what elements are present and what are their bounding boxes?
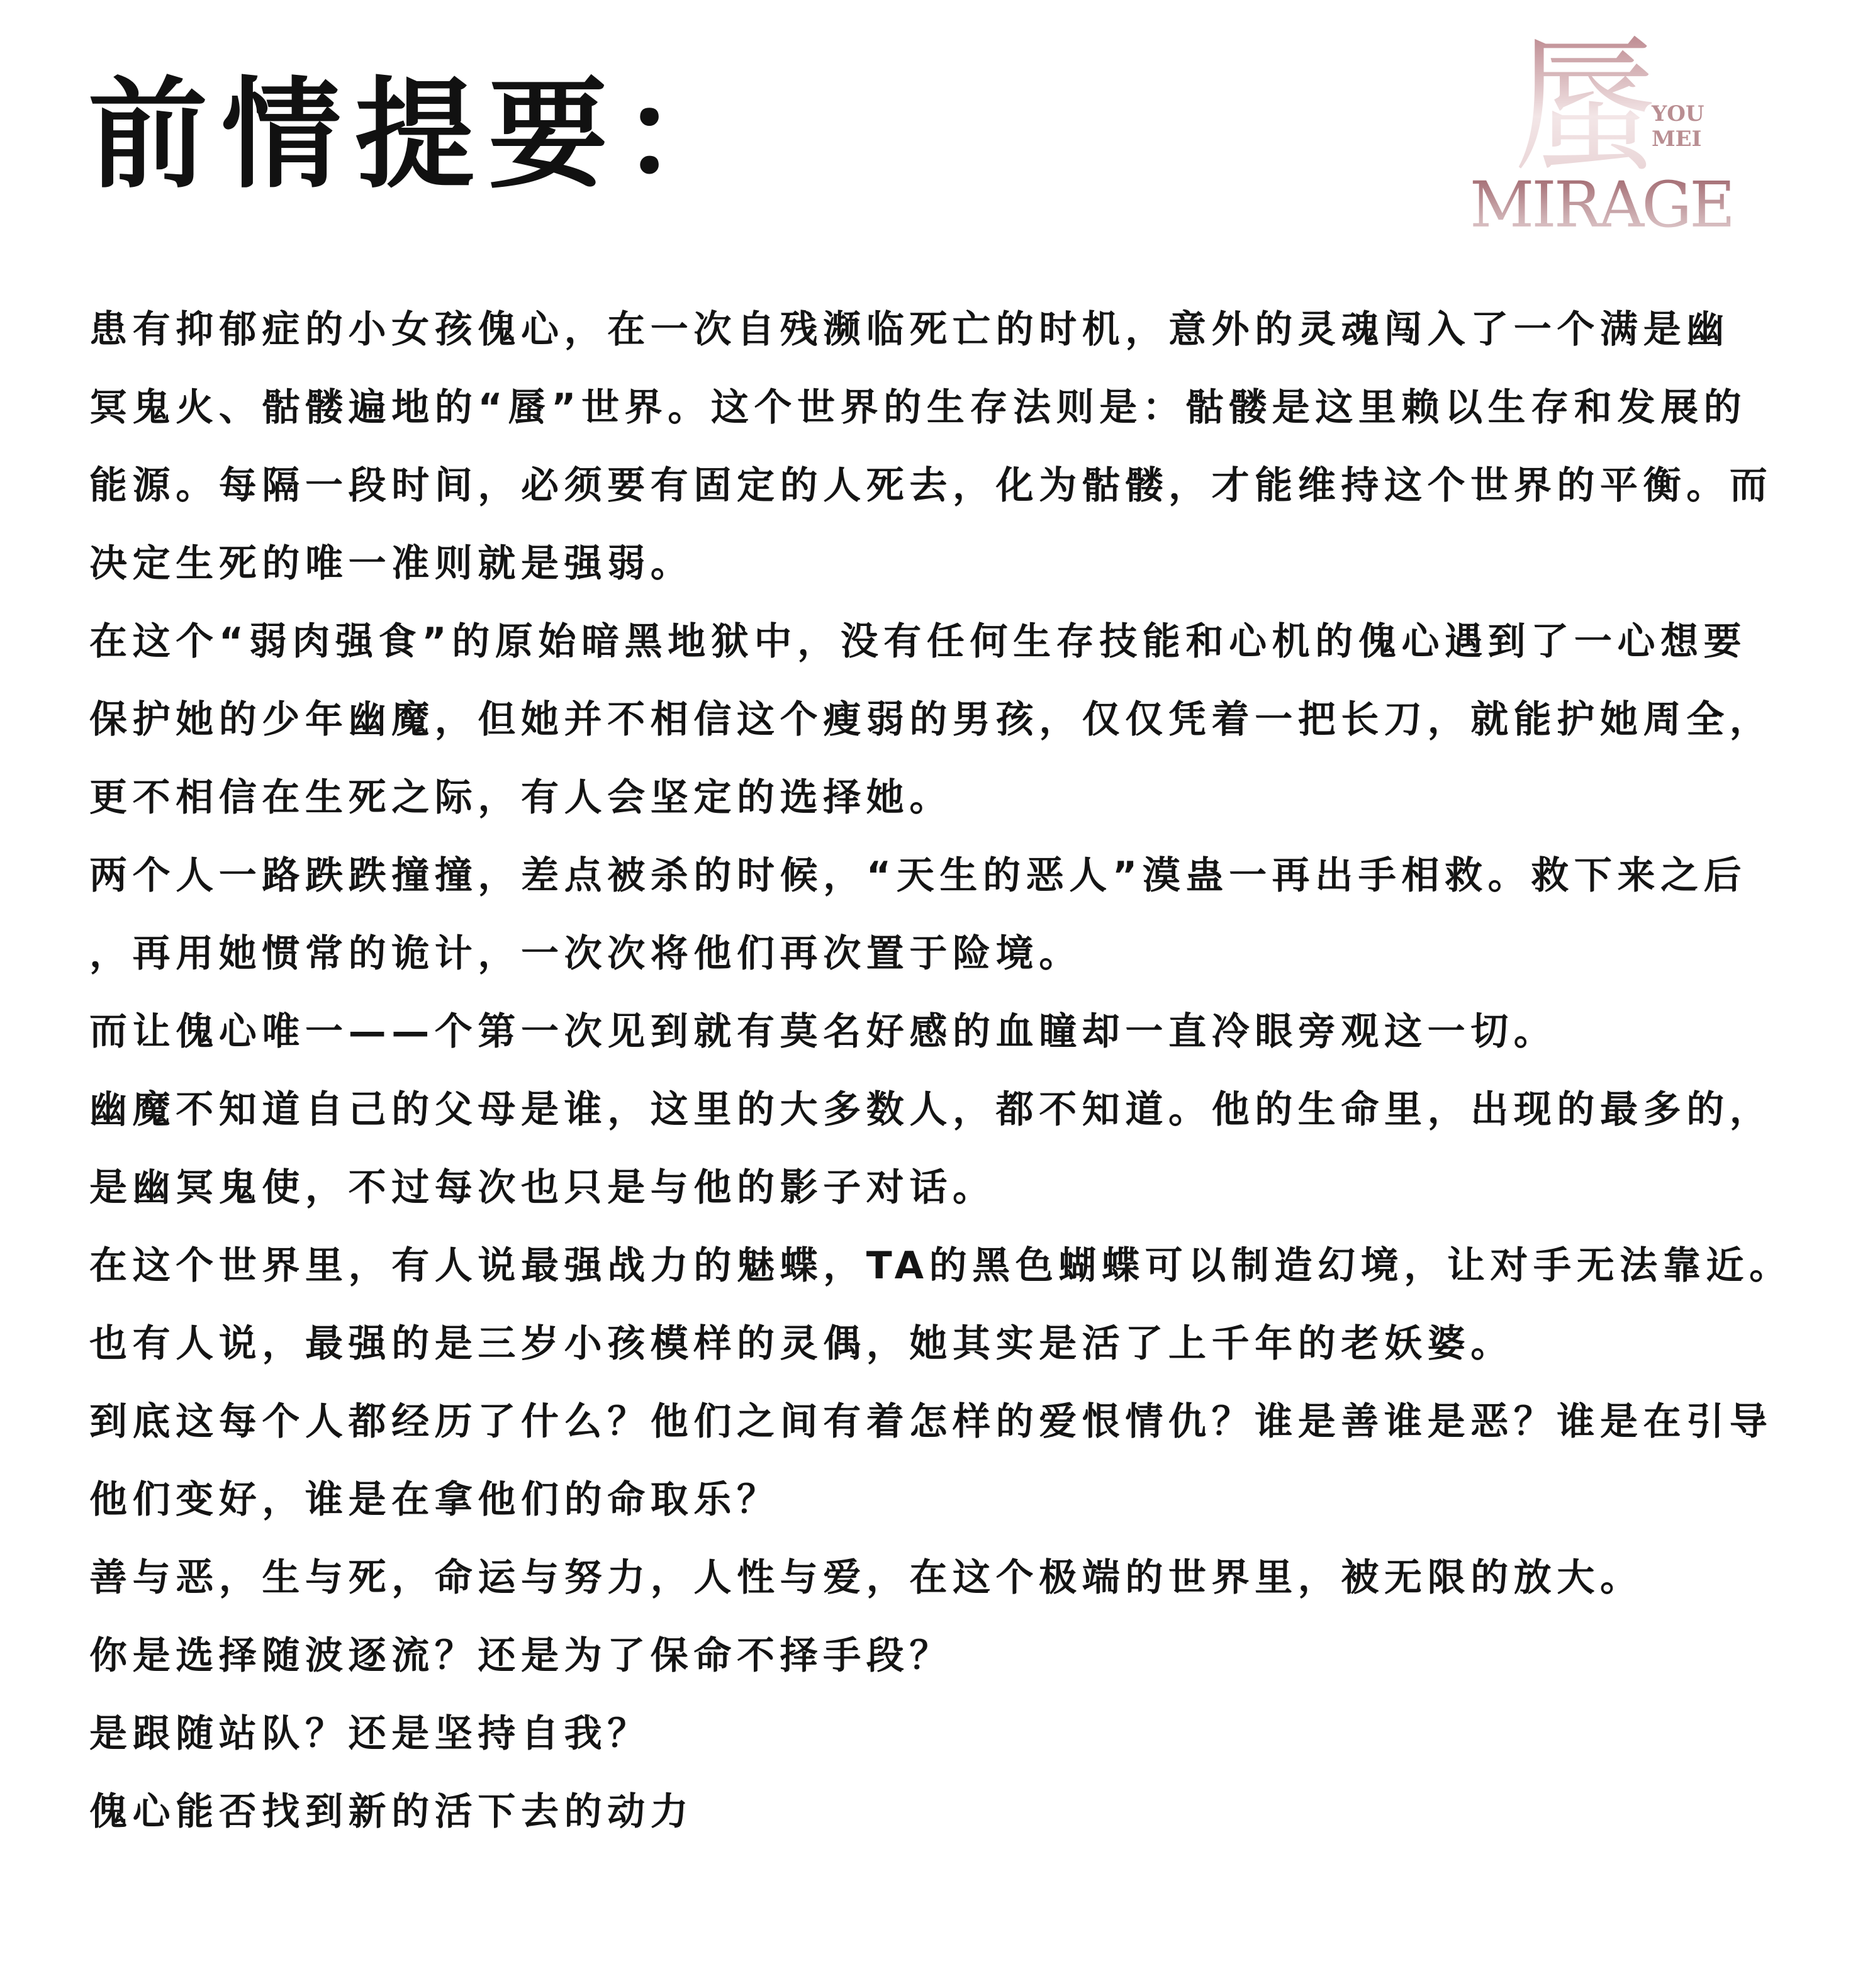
text-line: ，再用她惯常的诡计，一次次将他们再次置于险境。 [89,932,1082,976]
text-line: 傀心能否找到新的活下去的动力 [89,1790,694,1834]
text-line: 在这个世界里，有人说最强战力的魅蝶，TA的黑色蝴蝶可以制造幻境，让对手无法靠近。 [89,1244,1793,1288]
logo-pinyin-top: YOU [1652,101,1704,126]
mirage-logo [1469,13,1733,264]
text-line: 是跟随站队？还是坚持自我？ [89,1712,651,1756]
text-line: 你是选择随波逐流？还是为了保命不择手段？ [89,1634,953,1678]
text-line: 也有人说，最强的是三岁小孩模样的灵偶，她其实是活了上千年的老妖婆。 [89,1322,1514,1366]
text-line: 保护她的少年幽魔，但她并不相信这个瘦弱的男孩，仅仅凭着一把长刀，就能护她周全， [89,698,1773,742]
text-line: 幽魔不知道自己的父母是谁，这里的大多数人，都不知道。他的生命里，出现的最多的， [89,1088,1773,1132]
text-line: 善与恶，生与死，命运与努力，人性与爱，在这个极端的世界里，被无限的放大。 [89,1556,1643,1600]
text-line: 是幽冥鬼使，不过每次也只是与他的影子对话。 [89,1166,996,1210]
page-title: 前情提要： [88,65,756,204]
text-line: 而让傀心唯一——个第一次见到就有莫名好感的血瞳却一直冷眼旁观这一切。 [89,1010,1557,1054]
text-line: 患有抑郁症的小女孩傀心，在一次自残濒临死亡的时机，意外的灵魂闯入了一个满是幽 [89,308,1730,352]
text-line: 更不相信在生死之际，有人会坚定的选择她。 [89,776,953,820]
text-line: 他们变好，谁是在拿他们的命取乐？ [89,1478,780,1522]
text-line: 两个人一路跌跌撞撞，差点被杀的时候，“天生的恶人”漠蛊一再出手相救。救下来之后 [89,854,1747,898]
logo-wordmark: MIRAGE [1469,168,1733,242]
text-line: 决定生死的唯一准则就是强弱。 [89,542,694,586]
text-line: 在这个“弱肉强食”的原始暗黑地狱中，没有任何生存技能和心机的傀心遇到了一心想要 [89,620,1747,664]
text-line: 到底这每个人都经历了什么？他们之间有着怎样的爱恨情仇？谁是善谁是恶？谁是在引导 [89,1400,1773,1444]
synopsis-text [89,291,1793,1851]
text-line: 能源。每隔一段时间，必须要有固定的人死去，化为骷髅，才能维持这个世界的平衡。而 [89,464,1773,508]
logo-pinyin-bottom: MEI [1652,126,1702,152]
text-line: 冥鬼火、骷髅遍地的“蜃”世界。这个世界的生存法则是：骷髅是这里赖以生存和发展的 [89,386,1747,430]
logo-glyph: 蜃 [1513,24,1659,192]
